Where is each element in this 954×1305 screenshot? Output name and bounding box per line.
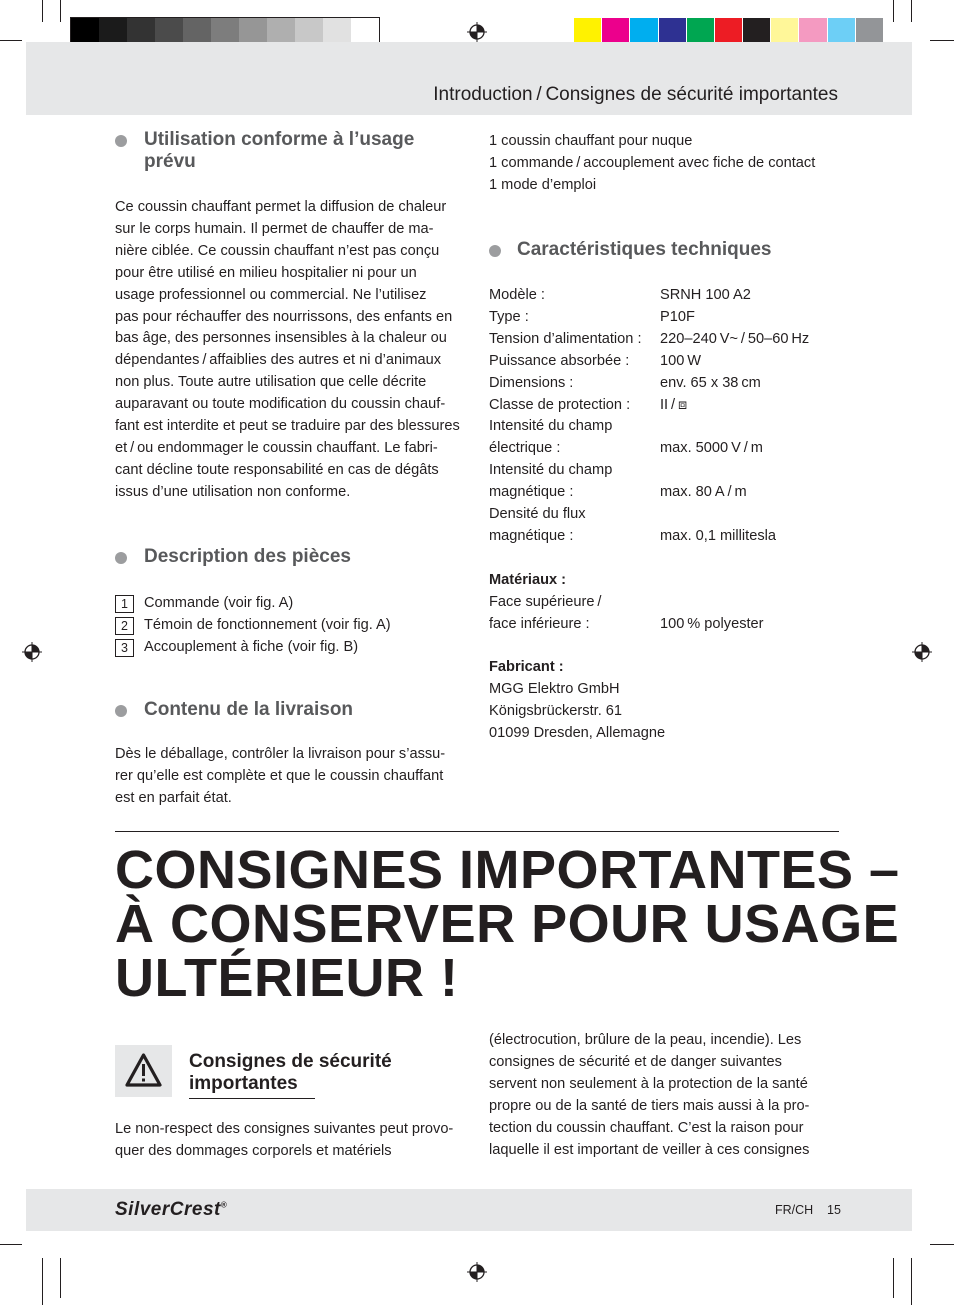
title-line: ULTÉRIEUR !: [115, 948, 459, 1008]
text-line: est en parfait état.: [115, 789, 232, 806]
crop-mark: [911, 1258, 912, 1305]
text-line: servent non seulement à la protection de la santé: [489, 1075, 808, 1092]
crop-mark: [893, 1258, 894, 1298]
safety-left-text: [115, 1119, 453, 1163]
spec-value: 220–240 V~ / 50–60 Hz: [660, 330, 810, 347]
text-line: (électrocution, brûlure de la peau, incendie). Les: [489, 1032, 802, 1048]
heading-line: Consignes de sécurité: [189, 1051, 392, 1072]
important-notice-title: [115, 840, 900, 1008]
page-number: 15: [827, 1203, 841, 1217]
text-line: bas âge, des personnes insensibles à la chaleur ou: [115, 330, 447, 347]
crop-mark: [60, 0, 61, 22]
part-label: Commande (voir fig. A): [144, 595, 294, 611]
spec-label: Face supérieure /: [489, 593, 602, 610]
spec-value: 100 % polyester: [660, 615, 764, 632]
spec-label: 01099 Dresden, Allemagne: [489, 725, 666, 741]
spec-label: Puissance absorbée :: [489, 352, 630, 369]
spec-label: Dimensions :: [489, 374, 574, 391]
crop-mark: [42, 0, 43, 22]
part-label: Accouplement à fiche (voir fig. B): [144, 638, 359, 655]
intended-use-text: [115, 197, 460, 504]
spec-subheading: Matériaux :: [489, 571, 567, 588]
spec-value: SRNH 100 A2: [660, 287, 751, 303]
list-item: 1 mode d’emploi: [489, 176, 597, 193]
registration-mark-icon: [467, 22, 487, 42]
crop-mark: [0, 1244, 22, 1245]
part-number-box: 2: [115, 617, 134, 635]
spec-label: Densité du flux: [489, 506, 586, 522]
brand-name: SilverCrest: [115, 1199, 221, 1220]
text-line: Dès le déballage, contrôler la livraison pour s’assu-: [115, 746, 446, 762]
spec-label: électrique :: [489, 440, 561, 457]
title-line: CONSIGNES IMPORTANTES –: [115, 840, 900, 900]
section-bullet: [115, 705, 127, 717]
delivery-contents-list: [489, 131, 815, 197]
spec-subheading: Fabricant :: [489, 659, 564, 676]
text-line: Le non-respect des consignes suivantes peut provo-: [115, 1121, 454, 1137]
spec-label: MGG Elektro GmbH: [489, 681, 620, 698]
safety-right-text: [489, 1030, 809, 1161]
spec-value: max. 80 A / m: [660, 484, 747, 501]
section-bullet: [115, 135, 127, 147]
registration-mark-icon: [467, 1262, 487, 1282]
spec-value: 100 W: [660, 352, 702, 369]
text-line: cant décline toute responsabilité en cas de dégâts: [115, 461, 439, 478]
heading-underline: [189, 1098, 315, 1099]
crop-mark: [60, 1258, 61, 1298]
registration-mark-icon: [912, 642, 932, 662]
heading-line: importantes: [189, 1073, 298, 1094]
text-line: Ce coussin chauffant permet la diffusion de chaleur: [115, 199, 447, 215]
text-line: sur le corps humain. Il permet de chauffer de ma-: [115, 220, 434, 237]
text-line: fant est interdite et peut se traduire par des blessures: [115, 418, 460, 435]
text-line: propre ou de la santé de tiers mais aussi à la pro-: [489, 1097, 810, 1114]
part-number-box: 1: [115, 595, 134, 613]
text-line: issus d’une utilisation non conforme.: [115, 483, 351, 500]
text-line: dépendantes / affaiblies des autres et ni d’animaux: [115, 352, 442, 369]
spec-value: env. 65 x 38 cm: [660, 374, 761, 391]
spec-label: magnétique :: [489, 527, 574, 544]
registration-mark-icon: [22, 642, 42, 662]
text-line: usage professionnel ou commercial. Ne l’utilisez: [115, 286, 427, 303]
spec-value: II / ⧈: [660, 396, 688, 413]
crop-mark: [911, 0, 912, 22]
crop-mark: [930, 1244, 954, 1245]
parts-heading: Description des pièces: [144, 546, 351, 567]
delivery-heading: Contenu de la livraison: [144, 699, 354, 720]
text-line: nière ciblée. Ce coussin chauffant n’est pas conçu: [115, 242, 440, 259]
footer-locale: FR/CH: [775, 1203, 814, 1217]
spec-label: Type :: [489, 308, 529, 325]
spec-label: Modèle :: [489, 287, 545, 303]
title-line: À CONSERVER POUR USAGE: [115, 894, 900, 954]
text-line: quer des dommages corporels et matériels: [115, 1142, 392, 1159]
heading-line: prévu: [144, 151, 196, 172]
section-divider: [115, 831, 839, 832]
text-line: pas pour réchauffer des nourrissons, des enfants en: [115, 308, 453, 325]
spec-label: Intensité du champ: [489, 462, 613, 479]
crop-mark: [42, 1258, 43, 1305]
crop-mark: [893, 0, 894, 22]
text-line: tection du coussin chauffant. C’est la raison pour: [489, 1119, 804, 1136]
spec-label: magnétique :: [489, 484, 574, 501]
safety-heading: [189, 1051, 392, 1095]
registered-mark: ®: [220, 1200, 228, 1210]
spec-value: max. 5000 V / m: [660, 440, 763, 457]
text-line: laquelle il est important de veiller à ces consignes: [489, 1141, 810, 1158]
section-bullet: [115, 552, 127, 564]
delivery-text: [115, 744, 445, 810]
text-line: consignes de sécurité et de danger suivantes: [489, 1053, 782, 1070]
section-bullet: [489, 245, 501, 257]
crop-mark: [930, 40, 954, 41]
list-item: 1 coussin chauffant pour nuque: [489, 133, 693, 149]
spec-label: face inférieure :: [489, 615, 590, 632]
text-line: auparavant ou toute modification du coussin chauf-: [115, 396, 446, 413]
part-label: Témoin de fonctionnement (voir fig. A): [144, 616, 391, 633]
spec-label: Intensité du champ: [489, 418, 613, 435]
specs-heading: Caractéristiques techniques: [517, 239, 772, 260]
page-header-title: Introduction / Consignes de sécurité importantes: [433, 84, 838, 105]
crop-mark: [0, 40, 22, 41]
text-line: et / ou endommager le coussin chauffant. Le fabri-: [115, 439, 438, 456]
intended-use-heading: [144, 129, 414, 173]
spec-value: P10F: [660, 308, 695, 325]
spec-label: Königsbrückerstr. 61: [489, 703, 623, 720]
spec-value: max. 0,1 millitesla: [660, 527, 776, 544]
brand-logo: [115, 1199, 227, 1221]
part-number-box: 3: [115, 639, 134, 657]
spec-label: Classe de protection :: [489, 396, 631, 413]
text-line: pour être utilisé en milieu hospitalier ni pour un: [115, 264, 417, 281]
text-line: rer qu’elle est complète et que le coussin chauffant: [115, 767, 444, 784]
heading-line: Utilisation conforme à l’usage: [144, 129, 415, 150]
warning-box: [115, 1045, 172, 1097]
text-line: non plus. Toute autre utilisation que celle décrite: [115, 374, 427, 391]
warning-triangle-icon: [115, 1045, 172, 1097]
list-item: 1 commande / accouplement avec fiche de contact: [489, 154, 816, 171]
spec-label: Tension d’alimentation :: [489, 330, 642, 347]
